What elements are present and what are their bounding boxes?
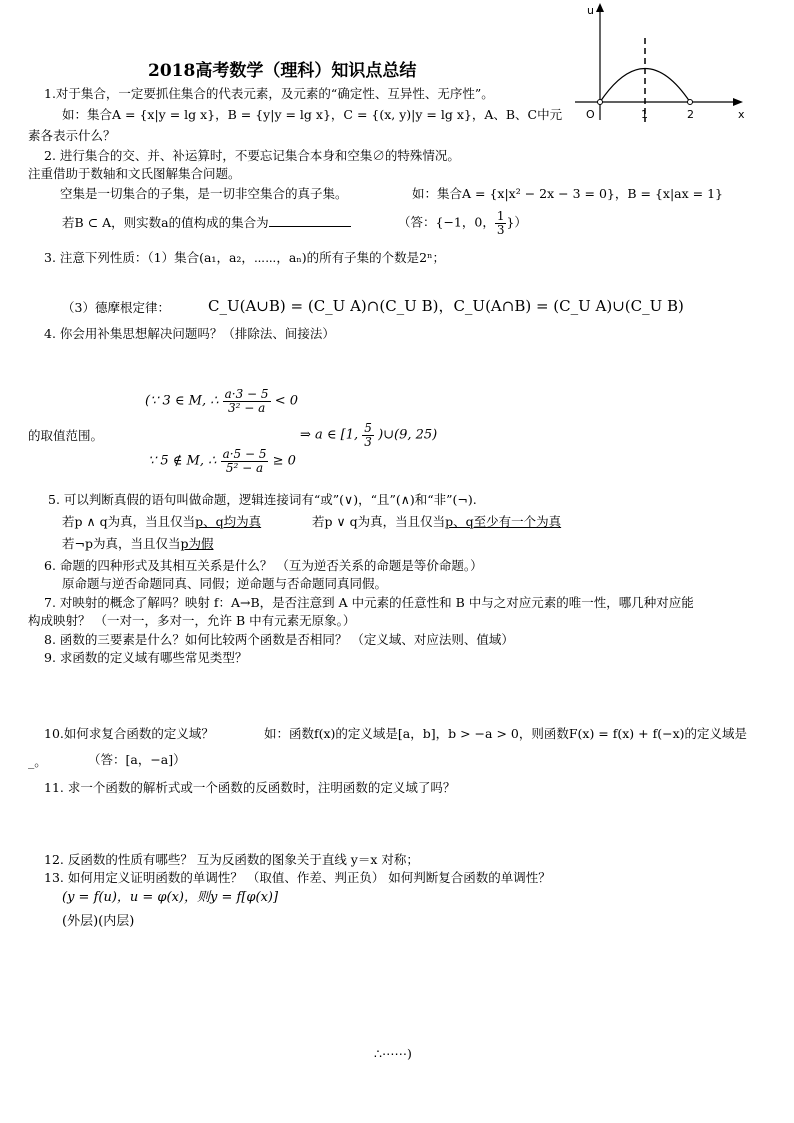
or-answer: p、q至少有一个为真 xyxy=(445,514,562,529)
item-5-or xyxy=(312,514,561,530)
item-4-result xyxy=(300,422,437,448)
item-13-layers: (外层)(内层) xyxy=(62,914,135,929)
tick-1-label: 1 xyxy=(641,108,648,121)
denominator: 5² − a xyxy=(225,460,264,475)
item-2-question xyxy=(62,214,351,231)
item-7-line-2: 构成映射？ （一对一，多对一，允许 B 中有元素无原象。） xyxy=(28,613,356,628)
item-5-line-1: 5. 可以判断真假的语句叫做命题，逻辑连接词有“或”(∨)，“且”(∧)和“非”(¬). xyxy=(48,492,477,507)
answer-suffix: }） xyxy=(506,214,527,230)
not-text: 若¬p为真，当且仅当 xyxy=(62,536,181,551)
or-text: 若p ∨ q为真，当且仅当 xyxy=(312,514,446,529)
item-1-line-3: 素各表示什么？ xyxy=(28,128,116,143)
numerator: 1 xyxy=(496,209,505,223)
answer-blank xyxy=(269,214,351,227)
not-answer: p为假 xyxy=(180,536,214,551)
page-footer: ∴⋯⋯) xyxy=(374,1046,412,1061)
item-2-example: 如：集合A = {x|x² − 2x − 3 = 0}，B = {x|ax = 1} xyxy=(412,186,723,201)
question-text: 若B ⊂ A，则实数a的值构成的集合为 xyxy=(62,215,269,230)
item-13-line-1: 13. 如何用定义证明函数的单调性？ （取值、作差、判正负） 如何判断复合函数的单调性？ xyxy=(44,870,551,885)
u-label: u xyxy=(587,4,594,17)
item-5-not xyxy=(62,536,214,552)
numerator: a·3 − 5 xyxy=(224,387,269,401)
item-2-line-3: 空集是一切集合的子集，是一切非空集合的真子集。 xyxy=(60,186,348,201)
item-1-line-1: 1.对于集合，一定要抓住集合的代表元素，及元素的“确定性、互异性、无序性”。 xyxy=(44,86,494,101)
cond-2-text: ∵ 5 ∉ M, ∴ xyxy=(148,453,217,469)
item-3-line-1: 3. 注意下列性质：（1）集合(a₁，a₂，⋯⋯，aₙ)的所有子集的个数是2ⁿ； xyxy=(44,250,446,265)
item-4-line-1: 4. 你会用补集思想解决问题吗？（排除法、间接法） xyxy=(44,326,335,341)
cond-1-end: < 0 xyxy=(274,393,298,409)
x-label: x xyxy=(738,108,745,121)
item-11: 11. 求一个函数的解析式或一个函数的反函数时，注明函数的定义域了吗？ xyxy=(44,780,456,795)
cond-1-text: (∵ 3 ∈ M, ∴ xyxy=(145,393,219,409)
item-7-line-1: 7. 对映射的概念了解吗？映射 f：A→B，是否注意到 A 中元素的任意性和 B 中与之对应元素的唯一性，哪几种对应能 xyxy=(44,595,694,610)
item-5-and xyxy=(62,514,261,530)
result-text: ⇒ a ∈ [1, xyxy=(300,427,359,443)
and-answer: p、q均为真 xyxy=(195,514,262,529)
item-3-demorgan-formula: C_U(A∪B) = (C_U A)∩(C_U B)，C_U(A∩B) = (C_U A)∪(C_U B) xyxy=(208,297,684,315)
item-6-line-2: 原命题与逆否命题同真、同假；逆命题与否命题同真同假。 xyxy=(62,576,388,591)
result-end: )∪(9, 25) xyxy=(378,427,438,443)
item-2-line-2: 注重借助于数轴和文氏图解集合问题。 xyxy=(28,166,241,181)
item-6-line-1: 6. 命题的四种形式及其相互关系是什么？ （互为逆否关系的命题是等价命题。） xyxy=(44,558,483,573)
item-1-line-2: 如：集合A = {x|y = lg x}，B = {y|y = lg x}，C = {(x, y)|y = lg x}，A、B、C中元 xyxy=(62,107,563,122)
item-10-blank: _。 xyxy=(28,754,47,769)
numerator: 5 xyxy=(364,421,372,435)
item-10-answer: （答：[a，−a]） xyxy=(88,752,186,767)
item-9: 9. 求函数的定义域有哪些常见类型？ xyxy=(44,650,248,665)
item-3-demorgan-label: （3）德摩根定律： xyxy=(62,300,170,315)
and-text: 若p ∧ q为真，当且仅当 xyxy=(62,514,196,529)
cond-2-end: ≥ 0 xyxy=(272,453,296,469)
item-4-range-label: 的取值范围。 xyxy=(28,428,104,443)
item-2-line-1: 2. 进行集合的交、并、补运算时，不要忘记集合本身和空集∅的特殊情况。 xyxy=(44,148,460,163)
item-8: 8. 函数的三要素是什么？如何比较两个函数是否相同？ （定义域、对应法则、值域） xyxy=(44,632,514,647)
result-fraction xyxy=(362,422,374,448)
origin-point xyxy=(598,100,603,105)
answer-prefix: （答：{−1，0， xyxy=(398,214,495,230)
item-12: 12. 反函数的性质有哪些？ 互为反函数的图象关于直线 y＝x 对称； xyxy=(44,852,419,867)
y-axis-arrow xyxy=(596,3,604,12)
origin-label: O xyxy=(586,108,595,121)
cond-2-fraction xyxy=(221,448,269,474)
item-13-formula: (y = f(u)，u = φ(x)，则y = f[φ(x)] xyxy=(62,890,279,905)
page-title: 2018高考数学（理科）知识点总结 xyxy=(148,61,417,81)
denominator: 3² − a xyxy=(227,400,266,415)
item-2-answer xyxy=(398,210,527,236)
denominator: 3 xyxy=(496,222,505,237)
item-10-question: 10.如何求复合函数的定义域？ xyxy=(44,726,214,741)
tick-2-label: 2 xyxy=(687,108,694,121)
point-2 xyxy=(688,100,693,105)
item-4-cond-2 xyxy=(148,448,296,474)
item-10-example: 如：函数f(x)的定义域是[a，b]，b > −a > 0，则函数F(x) = f(x) + f(−x)的定义域是 xyxy=(264,726,748,741)
fraction-one-third xyxy=(495,210,507,236)
parabola-graph xyxy=(560,0,750,130)
cond-1-fraction xyxy=(223,388,271,414)
numerator: a·5 − 5 xyxy=(222,447,267,461)
denominator: 3 xyxy=(364,434,372,449)
item-4-cond-1 xyxy=(145,388,298,414)
x-axis-arrow xyxy=(733,98,743,106)
